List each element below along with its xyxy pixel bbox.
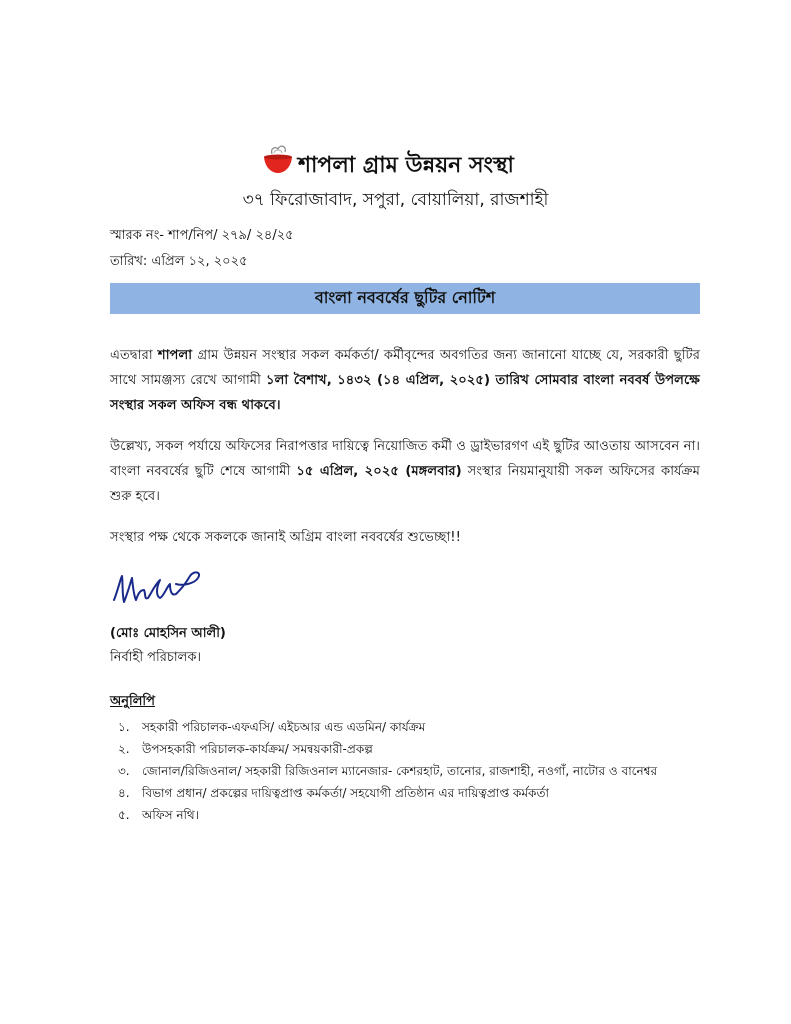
notice-paragraph-1 bbox=[110, 343, 700, 418]
copy-list-item bbox=[118, 760, 657, 782]
copy-item-text: সহকারী পরিচালক-এফএসি/ এইচআর এন্ড এডমিন/ কার্যক্রম bbox=[142, 720, 426, 734]
memo-number: স্মারক নং- শাপ/নিপ/ ২৭৯/ ২৪/২৫ bbox=[110, 228, 294, 243]
paragraph-2-text-b: সংস্থার নিয়মানুযায়ী সকল অফিসের কার্যক্রম শুরু হবে। bbox=[110, 464, 700, 504]
greeting-line: সংস্থার পক্ষ থেকে সকলকে জানাই অগ্রিম বাংলা নববর্ষের শুভেচ্ছা!! bbox=[110, 530, 461, 545]
copy-item-text: জোনাল/রিজিওনাল/ সহকারী রিজিওনাল ম্যানেজার- কেশরহাট, তানোর, রাজশাহী, নওগাঁ, নাটোর ও বানেশ্বর bbox=[142, 764, 658, 778]
paragraph-2-text-a: উল্লেখ্য, সকল পর্যায়ে অফিসের নিরাপত্তার দায়িত্বে নিয়োজিত কর্মী ও ড্রাইভারগণ এই ছুটির আওতায় আসবেন না। বাংলা নববর্ষের ছুটি শেষে আগামী bbox=[110, 439, 700, 479]
copy-list-item bbox=[118, 738, 657, 760]
notice-title: বাংলা নববর্ষের ছুটির নোটিশ bbox=[314, 288, 496, 307]
copy-list-item bbox=[118, 804, 657, 826]
copy-item-number: ১. bbox=[118, 720, 130, 734]
paragraph-1-text-b: গ্রাম উন্নয়ন সংস্থার সকল কর্মকর্তা/ কর্মীবৃন্দের অবগতির জন্য জানানো যাচ্ছে যে, সরকারী ছুটির সাথে সামঞ্জস্য রেখে আগামী bbox=[110, 348, 700, 388]
signer-designation: নির্বাহী পরিচালক। bbox=[110, 650, 202, 665]
paragraph-1-org-bold: শাপলা bbox=[157, 348, 193, 363]
copy-heading: অনুলিপি bbox=[110, 694, 155, 709]
copy-list bbox=[118, 716, 657, 826]
copy-item-text: উপসহকারী পরিচালক-কার্যক্রম/ সমন্বয়কারী-প্রকল্প bbox=[142, 742, 373, 756]
signer-name: (মোঃ মোহসিন আলী) bbox=[110, 626, 226, 641]
copy-list-item bbox=[118, 782, 657, 804]
copy-list-item bbox=[118, 716, 657, 738]
paragraph-1-text-a: এতদ্বারা bbox=[110, 348, 158, 363]
shapla-bowl-logo-icon bbox=[260, 140, 296, 176]
copy-item-number: ৪. bbox=[118, 786, 130, 800]
copy-item-number: ৫. bbox=[118, 808, 130, 822]
org-address: ৩৭ ফিরোজাবাদ, সপুরা, বোয়ালিয়া, রাজশাহী bbox=[242, 190, 549, 210]
paragraph-1-date-bold: ১লা বৈশাখ, ১৪৩২ (১৪ এপ্রিল, ২০২৫) তারিখ সোমবার বাংলা নববর্ষ উপলক্ষে সংস্থার সকল অফিস বন্ধ থাকবে। bbox=[110, 373, 700, 413]
copy-item-number: ৩. bbox=[118, 764, 130, 778]
handwritten-signature bbox=[110, 562, 210, 608]
paragraph-2-date-bold: ১৫ এপ্রিল, ২০২৫ (মঙ্গলবার) bbox=[296, 464, 462, 479]
notice-title-banner bbox=[110, 283, 700, 314]
notice-paragraph-2 bbox=[110, 434, 700, 509]
notice-date: তারিখ: এপ্রিল ১২, ২০২৫ bbox=[110, 254, 248, 269]
copy-item-text: বিভাগ প্রধান/ প্রকল্পের দায়িত্বপ্রাপ্ত কর্মকর্তা/ সহযোগী প্রতিষ্ঠান এর দায়িত্বপ্রাপ্ত কর্মকর্তা bbox=[142, 786, 549, 800]
copy-item-number: ২. bbox=[118, 742, 130, 756]
org-name: শাপলা গ্রাম উন্নয়ন সংস্থা bbox=[298, 153, 514, 178]
copy-item-text: অফিস নথি। bbox=[142, 808, 199, 822]
